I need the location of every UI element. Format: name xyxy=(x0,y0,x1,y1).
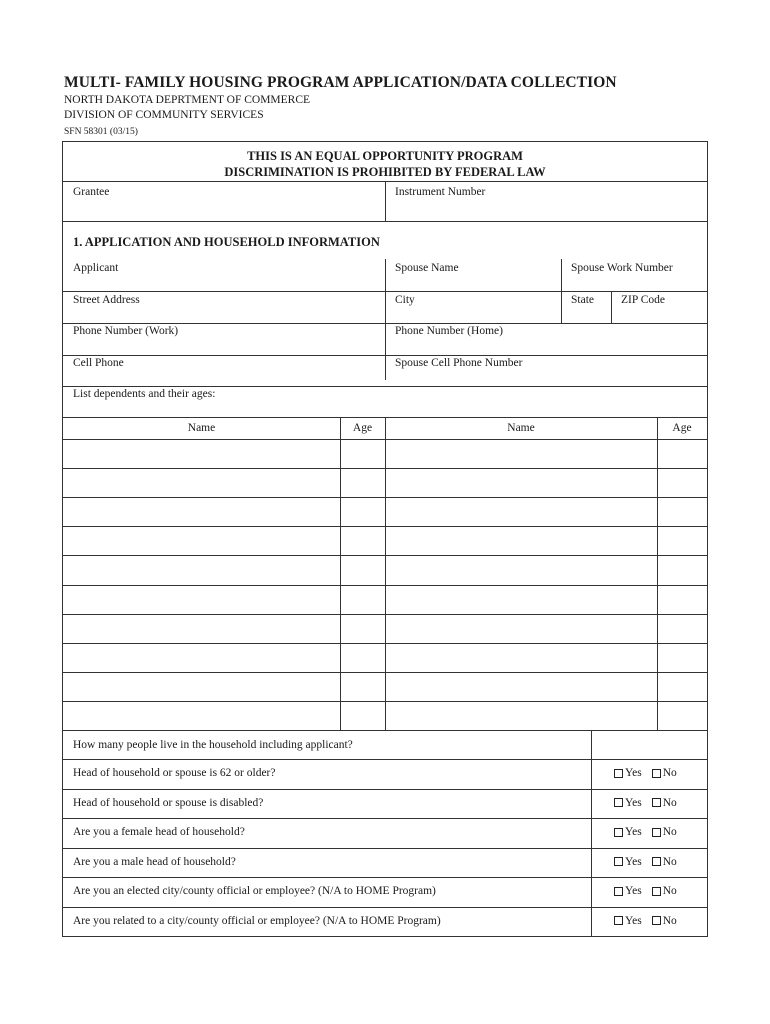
yes-label: Yes xyxy=(625,885,642,897)
yes-checkbox[interactable] xyxy=(614,915,642,927)
checkbox-square-icon xyxy=(614,828,623,837)
question-label: Are you a female head of household? xyxy=(73,826,245,838)
no-checkbox[interactable] xyxy=(652,915,677,927)
dependent-name-1-cell[interactable] xyxy=(63,585,340,614)
dependent-name-1-cell[interactable] xyxy=(63,526,340,555)
column-header-name-1: Name xyxy=(187,422,216,434)
yes-checkbox[interactable] xyxy=(614,767,642,779)
banner-line-2: DISCRIMINATION IS PROHIBITED BY FEDERAL LAW xyxy=(224,165,546,179)
dependent-age-2-cell[interactable] xyxy=(657,643,707,672)
yes-no-options xyxy=(614,915,677,927)
checkbox-square-icon xyxy=(614,798,623,807)
zip-code-field[interactable]: ZIP Code xyxy=(621,294,665,306)
checkbox-square-icon xyxy=(614,887,623,896)
checkbox-square-icon xyxy=(652,798,661,807)
yes-no-options xyxy=(614,767,677,779)
spouse-work-number-field[interactable]: Spouse Work Number xyxy=(571,262,673,274)
no-label: No xyxy=(662,885,677,897)
state-field[interactable]: State xyxy=(571,294,594,306)
no-label: No xyxy=(662,855,677,868)
checkbox-square-icon xyxy=(652,916,661,925)
no-checkbox[interactable] xyxy=(652,885,677,897)
no-checkbox[interactable] xyxy=(652,767,677,779)
yes-label: Yes xyxy=(625,855,642,868)
no-checkbox[interactable] xyxy=(652,797,677,809)
no-checkbox[interactable] xyxy=(652,826,677,838)
spouse-cell-phone-field[interactable]: Spouse Cell Phone Number xyxy=(395,357,523,369)
yes-no-options xyxy=(614,885,677,897)
yes-no-options xyxy=(614,826,677,838)
yes-no-options xyxy=(614,856,677,868)
yes-checkbox[interactable] xyxy=(614,797,642,809)
dependent-name-1-cell[interactable] xyxy=(63,701,340,730)
question-label: Head of household or spouse is disabled? xyxy=(73,796,264,809)
dependent-age-1-cell[interactable] xyxy=(340,468,385,497)
yes-label: Yes xyxy=(625,826,642,838)
grantee-field[interactable]: Grantee xyxy=(73,186,110,198)
dependent-name-1-cell[interactable] xyxy=(63,468,340,497)
question-label: Are you a male head of household? xyxy=(73,855,236,868)
dependent-name-2-cell[interactable] xyxy=(385,555,657,584)
dependent-age-1-cell[interactable] xyxy=(340,701,385,730)
column-header-age-1: Age xyxy=(352,422,373,434)
yes-no-options xyxy=(614,797,677,809)
dependent-name-1-cell[interactable] xyxy=(63,672,340,701)
question-label: Are you related to a city/county official or employee? (N/A to HOME Program) xyxy=(73,914,441,927)
dependent-name-2-cell[interactable] xyxy=(385,701,657,730)
dependent-name-2-cell[interactable] xyxy=(385,643,657,672)
dependent-age-2-cell[interactable] xyxy=(657,468,707,497)
dependent-name-2-cell[interactable] xyxy=(385,497,657,526)
form-title: MULTI- FAMILY HOUSING PROGRAM APPLICATION/DATA COLLECTION xyxy=(64,74,617,91)
household-count-input[interactable] xyxy=(591,730,707,759)
yes-label: Yes xyxy=(625,914,642,927)
dependent-name-1-cell[interactable] xyxy=(63,497,340,526)
yes-checkbox[interactable] xyxy=(614,885,642,897)
division-name: DIVISION OF COMMUNITY SERVICES xyxy=(64,108,264,121)
dependent-age-2-cell[interactable] xyxy=(657,555,707,584)
question-label: Head of household or spouse is 62 or older? xyxy=(73,767,276,779)
dependent-name-2-cell[interactable] xyxy=(385,614,657,643)
dependent-age-1-cell[interactable] xyxy=(340,672,385,701)
checkbox-square-icon xyxy=(652,769,661,778)
checkbox-square-icon xyxy=(652,887,661,896)
dependent-name-2-cell[interactable] xyxy=(385,672,657,701)
dependent-age-2-cell[interactable] xyxy=(657,526,707,555)
phone-work-field[interactable]: Phone Number (Work) xyxy=(73,325,179,337)
dependent-name-2-cell[interactable] xyxy=(385,585,657,614)
checkbox-square-icon xyxy=(614,857,623,866)
form-number: SFN 58301 (03/15) xyxy=(64,127,138,137)
column-header-age-2: Age xyxy=(672,422,692,434)
city-field[interactable]: City xyxy=(395,294,415,306)
no-checkbox[interactable] xyxy=(652,856,677,868)
dependent-name-2-cell[interactable] xyxy=(385,526,657,555)
phone-home-field[interactable]: Phone Number (Home) xyxy=(395,325,503,337)
equal-opportunity-banner xyxy=(63,148,707,180)
dependent-name-1-cell[interactable] xyxy=(63,439,340,468)
application-form xyxy=(62,141,708,937)
instrument-number-field[interactable]: Instrument Number xyxy=(395,186,486,198)
question-label: Are you an elected city/county official or employee? (N/A to HOME Program) xyxy=(73,885,436,897)
yes-label: Yes xyxy=(625,796,642,809)
checkbox-square-icon xyxy=(614,916,623,925)
dependent-name-1-cell[interactable] xyxy=(63,614,340,643)
dependents-label: List dependents and their ages: xyxy=(73,388,216,400)
section-1-heading: 1. APPLICATION AND HOUSEHOLD INFORMATION xyxy=(73,235,380,249)
dependent-age-2-cell[interactable] xyxy=(657,585,707,614)
dependent-name-1-cell[interactable] xyxy=(63,643,340,672)
dependent-age-2-cell[interactable] xyxy=(657,439,707,468)
dependent-age-2-cell[interactable] xyxy=(657,701,707,730)
dependent-age-1-cell[interactable] xyxy=(340,585,385,614)
dependent-age-2-cell[interactable] xyxy=(657,672,707,701)
household-count-question: How many people live in the household including applicant? xyxy=(73,739,353,751)
no-label: No xyxy=(662,826,677,838)
no-label: No xyxy=(662,914,677,927)
checkbox-square-icon xyxy=(652,857,661,866)
yes-checkbox[interactable] xyxy=(614,856,642,868)
dependent-age-1-cell[interactable] xyxy=(340,526,385,555)
checkbox-square-icon xyxy=(652,828,661,837)
yes-label: Yes xyxy=(625,767,642,779)
applicant-field[interactable]: Applicant xyxy=(73,262,119,274)
yes-checkbox[interactable] xyxy=(614,826,642,838)
agency-name: NORTH DAKOTA DEPRTMENT OF COMMERCE xyxy=(64,94,311,106)
dependent-age-1-cell[interactable] xyxy=(340,439,385,468)
checkbox-square-icon xyxy=(614,769,623,778)
cell-phone-field[interactable]: Cell Phone xyxy=(73,357,124,369)
no-label: No xyxy=(662,767,677,779)
street-address-field[interactable]: Street Address xyxy=(73,294,140,306)
column-header-name-2: Name xyxy=(507,422,535,434)
dependent-name-2-cell[interactable] xyxy=(385,468,657,497)
dependent-age-1-cell[interactable] xyxy=(340,497,385,526)
dependent-age-1-cell[interactable] xyxy=(340,643,385,672)
banner-line-1: THIS IS AN EQUAL OPPORTUNITY PROGRAM xyxy=(247,149,523,163)
dependent-name-2-cell[interactable] xyxy=(385,439,657,468)
dependent-age-2-cell[interactable] xyxy=(657,497,707,526)
spouse-name-field[interactable]: Spouse Name xyxy=(395,262,459,274)
dependent-age-1-cell[interactable] xyxy=(340,614,385,643)
dependent-age-2-cell[interactable] xyxy=(657,614,707,643)
dependent-age-1-cell[interactable] xyxy=(340,555,385,584)
no-label: No xyxy=(662,796,677,809)
dependent-name-1-cell[interactable] xyxy=(63,555,340,584)
form-header xyxy=(64,74,617,140)
